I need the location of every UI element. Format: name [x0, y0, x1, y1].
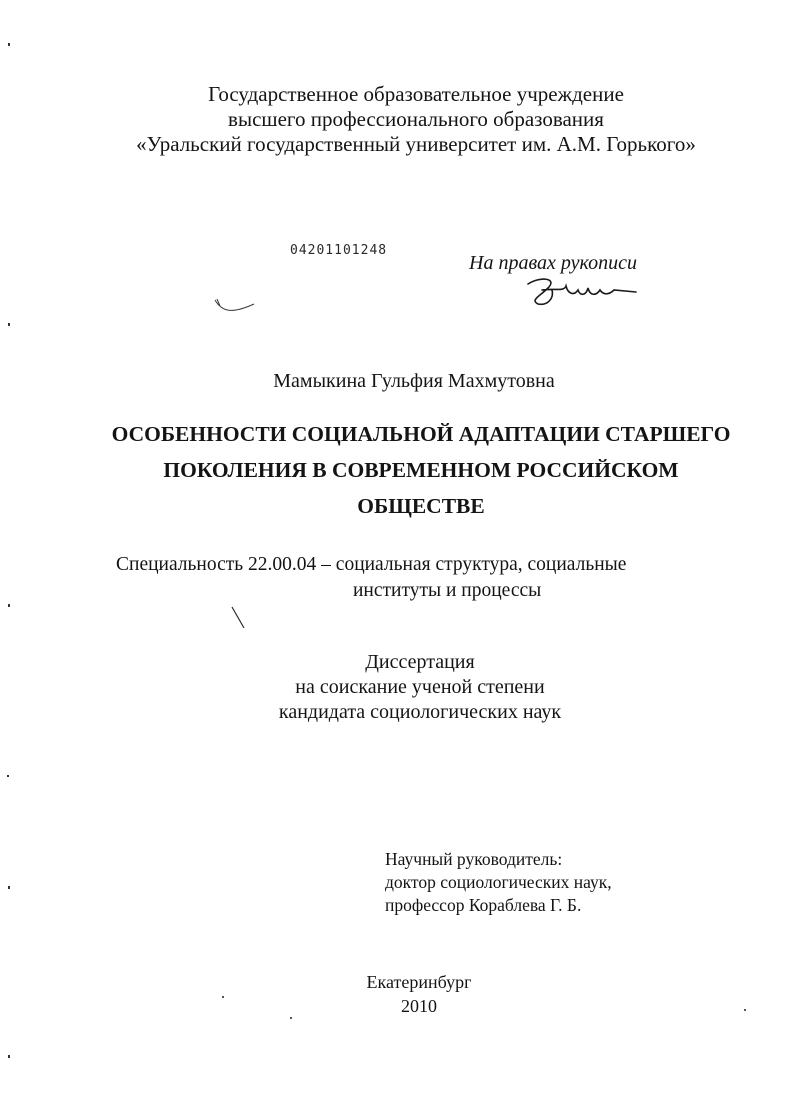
- author-name: Мамыкина Гульфия Махмутовна: [273, 370, 555, 392]
- dissertation-title: [0, 416, 792, 524]
- advisor-line-2: доктор социологических наук,: [385, 872, 612, 892]
- manuscript-rights: На правах рукописи: [469, 252, 637, 274]
- speck-icon: [8, 1055, 10, 1058]
- year: 2010: [401, 996, 437, 1016]
- degree-line-1: Диссертация: [365, 651, 475, 673]
- institution-line-1: Государственное образовательное учреждение: [208, 82, 624, 106]
- degree-line-3: кандидата социологических наук: [278, 701, 562, 723]
- pencil-mark-icon: [215, 300, 254, 310]
- institution-header: [0, 82, 792, 157]
- advisor-line-1: Научный руководитель:: [385, 849, 563, 869]
- degree-statement: [0, 650, 792, 725]
- title-line-3: ОБЩЕСТВЕ: [357, 494, 485, 518]
- institution-line-3: «Уральский государственный университет им. А.М. Горького»: [136, 132, 696, 156]
- specialty-line-2: институты и процессы: [353, 580, 542, 601]
- speck-icon: [8, 604, 10, 607]
- institution-line-2: высшего профессионального образования: [228, 107, 604, 131]
- title-line-1: ОСОБЕННОСТИ СОЦИАЛЬНОЙ АДАПТАЦИИ СТАРШЕГО: [111, 422, 731, 446]
- advisor-line-3: профессор Кораблева Г. Б.: [385, 895, 582, 915]
- scientific-advisor: [385, 848, 612, 917]
- speck-icon: [8, 323, 10, 326]
- registration-number: 04201101248: [290, 243, 388, 258]
- specialty: [116, 552, 626, 604]
- pen-stroke-icon: [232, 607, 244, 628]
- title-line-2: ПОКОЛЕНИЯ В СОВРЕМЕННОМ РОССИЙСКОМ: [163, 458, 679, 482]
- speck-icon: [8, 886, 10, 889]
- speck-icon: [8, 43, 10, 46]
- specialty-line-1: Специальность 22.00.04 – социальная структура, социальные: [116, 554, 627, 575]
- city: Екатеринбург: [366, 972, 472, 992]
- degree-line-2: на соискание ученой степени: [295, 676, 545, 698]
- pencil-tick-icon: [217, 299, 220, 306]
- signature-icon: [518, 270, 643, 312]
- place-and-year: [0, 970, 792, 1018]
- speck-icon: [7, 775, 9, 777]
